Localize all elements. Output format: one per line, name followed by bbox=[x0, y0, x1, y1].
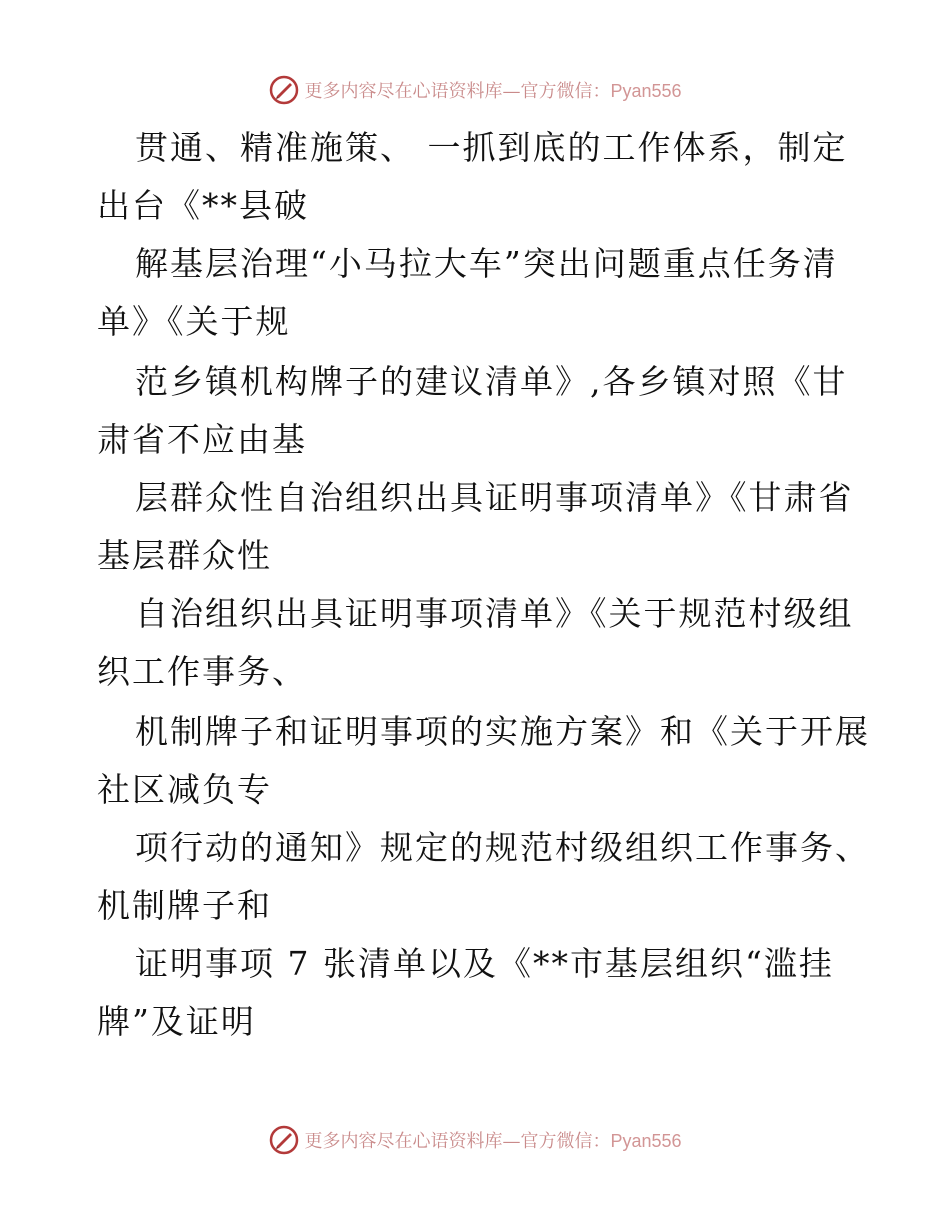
watermark-text: 更多内容尽在心语资料库—官方微信：Pyan556 bbox=[304, 1131, 682, 1152]
body-line: 自治组织出具证明事项清单》《关于规范村级组 bbox=[135, 594, 854, 633]
body-line: 项行动的通知》规定的规范村级组织工作事务、 bbox=[135, 828, 870, 867]
body-line: 织工作事务、 bbox=[97, 652, 307, 691]
body-line: 证明事项 7 张清单以及《**市基层组织“滥挂 bbox=[135, 944, 834, 983]
watermark-text: 更多内容尽在心语资料库—官方微信：Pyan556 bbox=[304, 81, 682, 102]
body-line: 机制牌子和 bbox=[97, 886, 272, 925]
body-line: 层群众性自治组织出具证明事项清单》《甘肃省 bbox=[135, 478, 854, 517]
brush-logo-icon bbox=[268, 74, 300, 106]
body-line: 肃省不应由基 bbox=[97, 420, 307, 459]
body-line: 基层群众性 bbox=[97, 536, 272, 575]
header-watermark bbox=[0, 70, 950, 110]
body-line: 范乡镇机构牌子的建议清单》,各乡镇对照《甘 bbox=[135, 362, 848, 401]
body-line: 解基层治理“小马拉大车”突出问题重点任务清 bbox=[135, 244, 838, 283]
body-line: 牌”及证明 bbox=[97, 1002, 256, 1041]
brush-logo-icon bbox=[268, 1124, 300, 1156]
body-line: 单》《关于规 bbox=[97, 302, 291, 341]
body-line: 贯通、精准施策、 一抓到底的工作体系，制定 bbox=[135, 128, 848, 167]
body-line: 机制牌子和证明事项的实施方案》和《关于开展 bbox=[135, 712, 870, 751]
footer-watermark bbox=[0, 1120, 950, 1160]
body-line: 社区减负专 bbox=[97, 770, 272, 809]
body-line: 出台《**县破 bbox=[97, 186, 309, 225]
